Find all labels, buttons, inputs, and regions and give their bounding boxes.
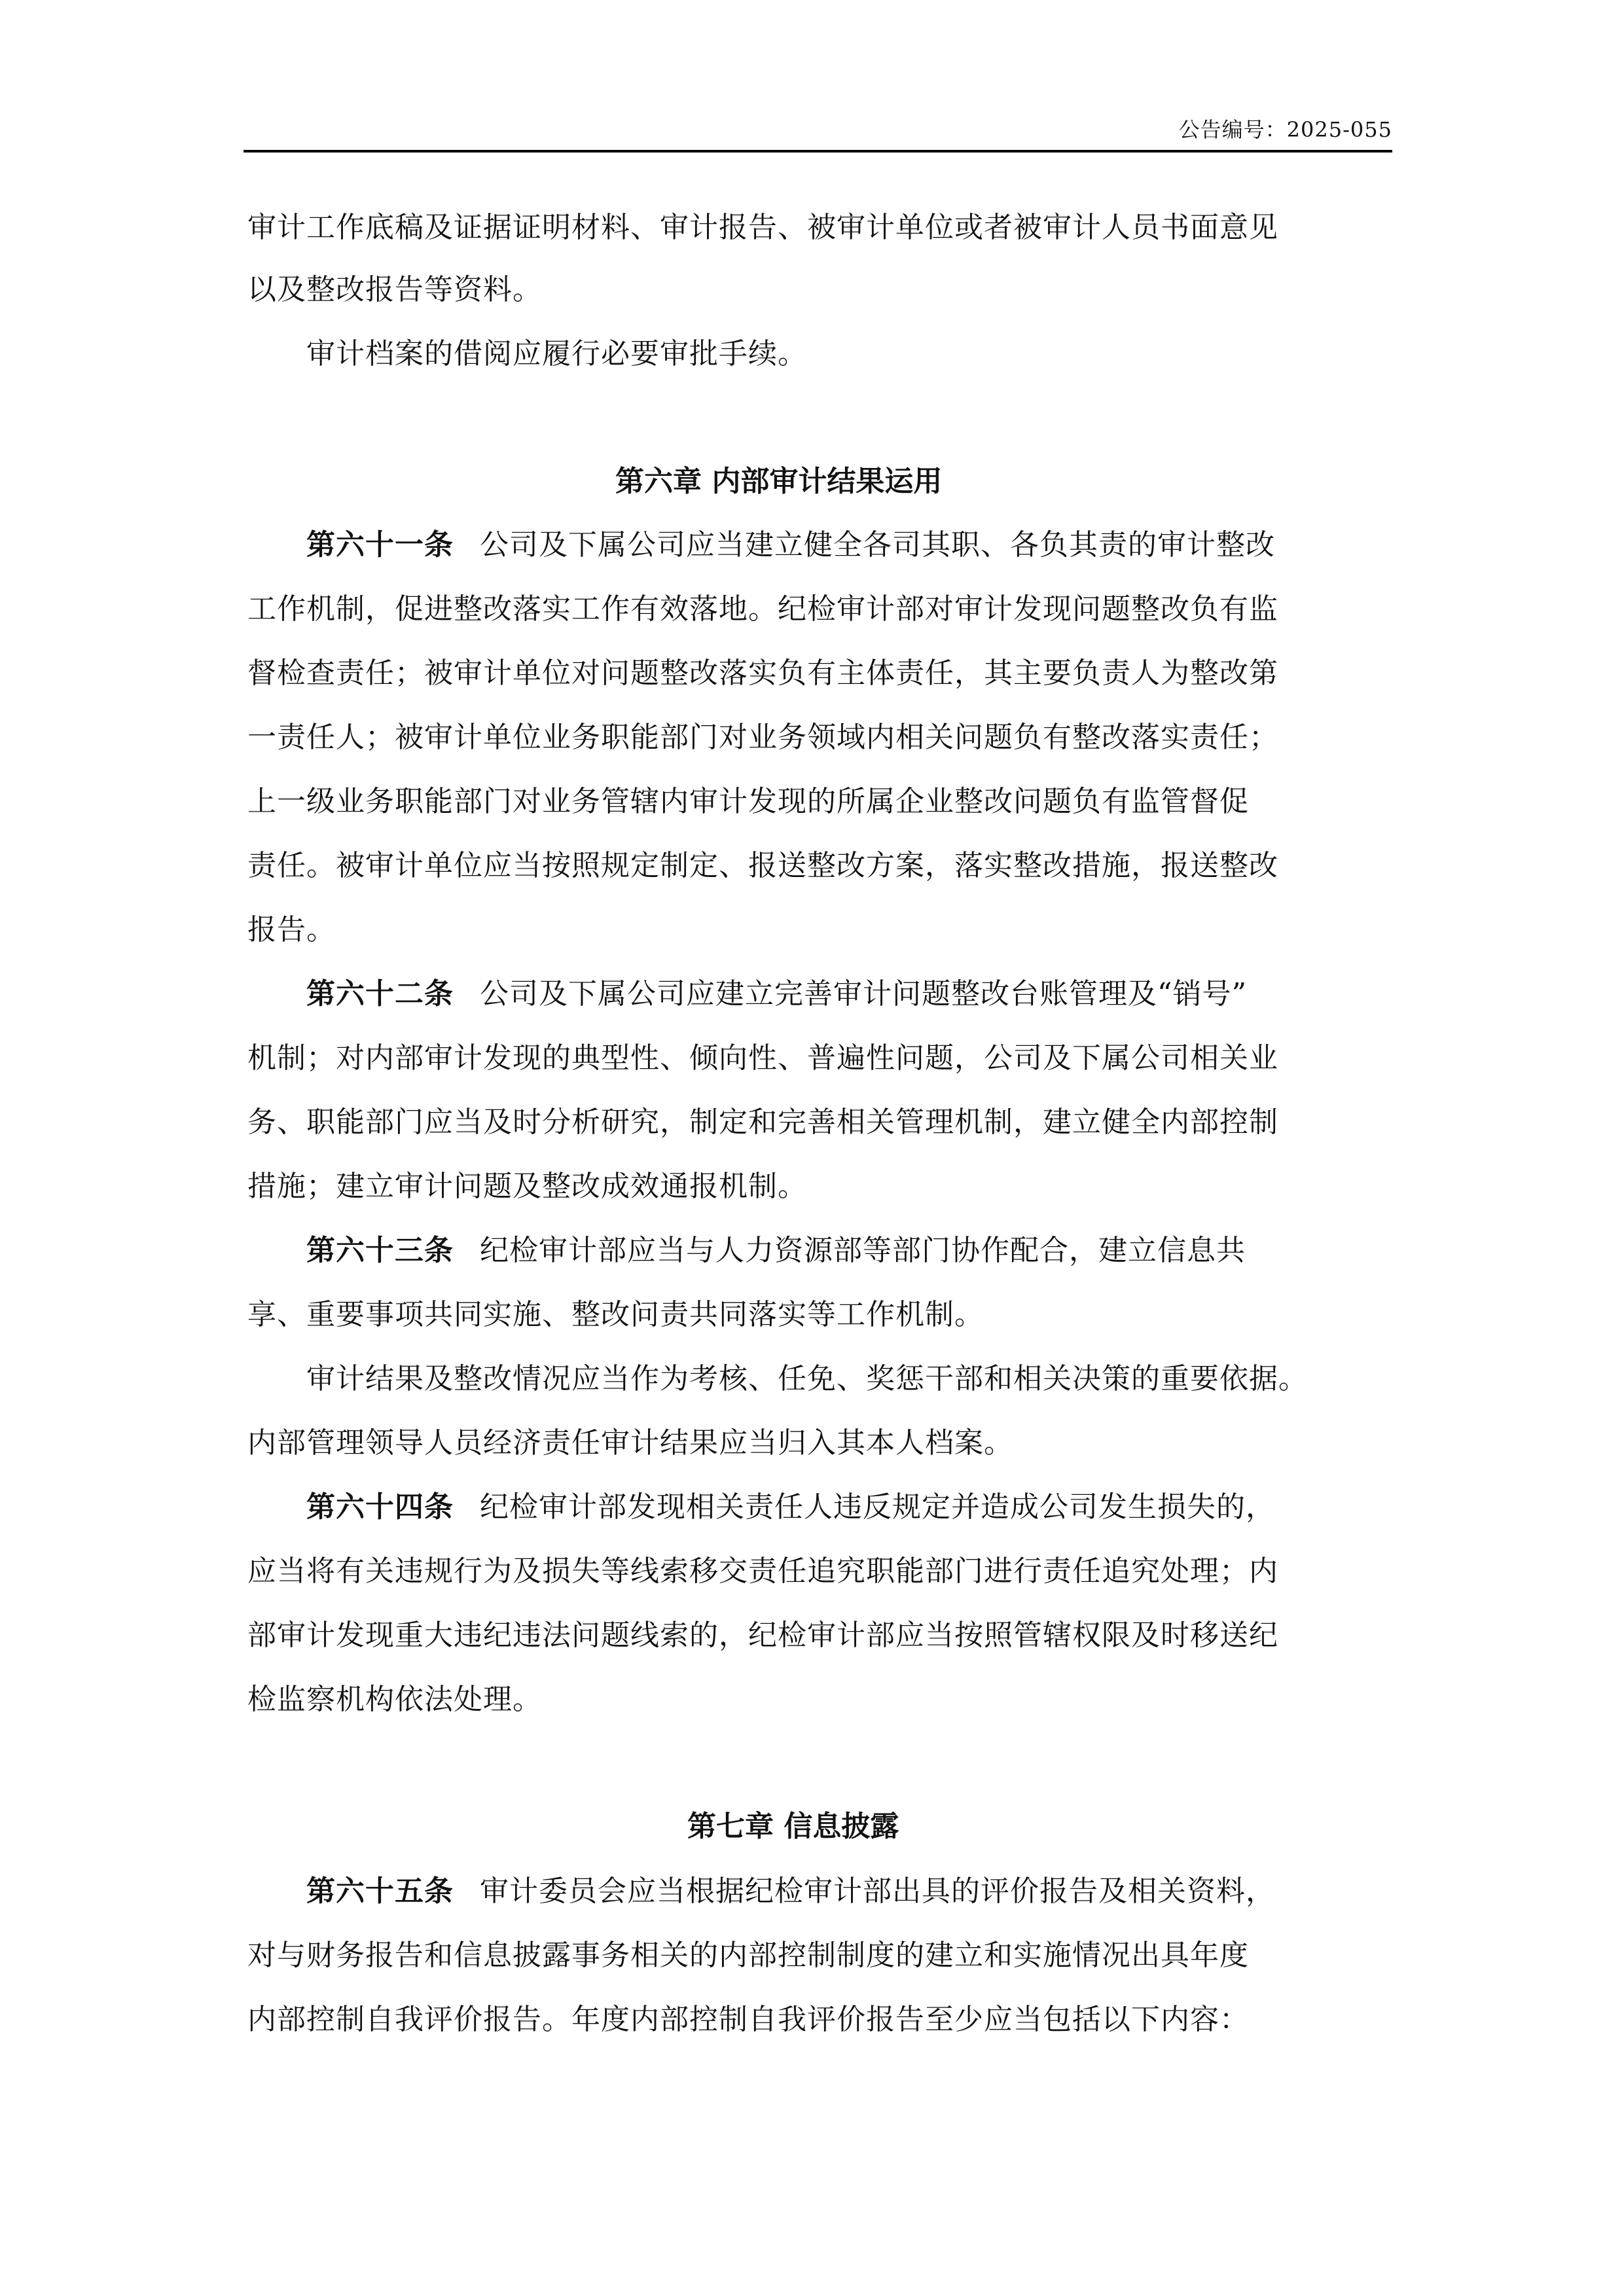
body-line: 措施；建立审计问题及整改成效通报机制。	[247, 1170, 807, 1203]
article-65-label: 第六十五条	[306, 1874, 454, 1908]
chapter-6-title: 第六章 内部审计结果运用	[615, 465, 943, 498]
chapter-7-title: 第七章 信息披露	[687, 1810, 899, 1843]
article-61-text: 公司及下属公司应当建立健全各司其职、各负其责的审计整改	[480, 528, 1275, 562]
body-line: 享、重要事项共同实施、整改问责共同落实等工作机制。	[247, 1298, 984, 1331]
body-line: 内部管理领导人员经济责任审计结果应当归入其本人档案。	[247, 1426, 1013, 1460]
body-line: 上一级业务职能部门对业务管辖内审计发现的所属企业整改问题负有监管督促	[247, 785, 1249, 818]
article-63-text: 纪检审计部应当与人力资源部等部门协作配合，建立信息共	[480, 1234, 1246, 1267]
body-line: 部审计发现重大违纪违法问题线索的，纪检审计部应当按照管辖权限及时移送纪	[247, 1619, 1278, 1652]
body-line: 机制；对内部审计发现的典型性、倾向性、普遍性问题，公司及下属公司相关业	[247, 1041, 1278, 1075]
body-line: 应当将有关违规行为及损失等线索移交责任追究职能部门进行责任追究处理；内	[247, 1554, 1278, 1588]
body-line: 以及整改报告等资料。	[247, 273, 542, 306]
article-61-first-line	[306, 527, 1275, 564]
body-line: 审计档案的借阅应履行必要审批手续。	[306, 337, 807, 370]
article-62-first-line	[306, 976, 1247, 1013]
header-divider	[244, 150, 1392, 152]
page-header	[244, 0, 1392, 154]
body-line: 责任。被审计单位应当按照规定制定、报送整改方案，落实整改措施，报送整改	[247, 849, 1278, 882]
body-line: 报告。	[247, 913, 336, 946]
article-65-first-line	[306, 1873, 1275, 1910]
article-65-text: 审计委员会应当根据纪检审计部出具的评价报告及相关资料，	[480, 1874, 1275, 1908]
article-64-text: 纪检审计部发现相关责任人违反规定并造成公司发生损失的，	[480, 1490, 1275, 1524]
article-62-label: 第六十二条	[306, 977, 454, 1011]
body-line: 审计工作底稿及证据证明材料、审计报告、被审计单位或者被审计人员书面意见	[247, 211, 1278, 244]
article-64-first-line	[306, 1489, 1275, 1526]
body-line: 督检查责任；被审计单位对问题整改落实负有主体责任，其主要负责人为整改第	[247, 656, 1278, 690]
article-63-label: 第六十三条	[306, 1234, 454, 1267]
body-line: 内部控制自我评价报告。年度内部控制自我评价报告至少应当包括以下内容：	[247, 2003, 1249, 2036]
body-line: 务、职能部门应当及时分析研究，制定和完善相关管理机制，建立健全内部控制	[247, 1105, 1278, 1139]
article-64-label: 第六十四条	[306, 1490, 454, 1524]
article-63-first-line	[306, 1232, 1246, 1269]
body-line: 对与财务报告和信息披露事务相关的内部控制制度的建立和实施情况出具年度	[247, 1939, 1249, 1972]
body-line: 审计结果及整改情况应当作为考核、任免、奖惩干部和相关决策的重要依据。	[306, 1362, 1308, 1395]
body-line: 工作机制，促进整改落实工作有效落地。纪检审计部对审计发现问题整改负有监	[247, 592, 1278, 626]
body-line: 一责任人；被审计单位业务职能部门对业务领域内相关问题负有整改落实责任；	[247, 721, 1278, 754]
announcement-number: 公告编号：2025-055	[1178, 117, 1392, 142]
article-61-label: 第六十一条	[306, 528, 454, 562]
article-62-text: 公司及下属公司应建立完善审计问题整改台账管理及“销号”	[480, 977, 1247, 1011]
body-line: 检监察机构依法处理。	[247, 1683, 542, 1716]
